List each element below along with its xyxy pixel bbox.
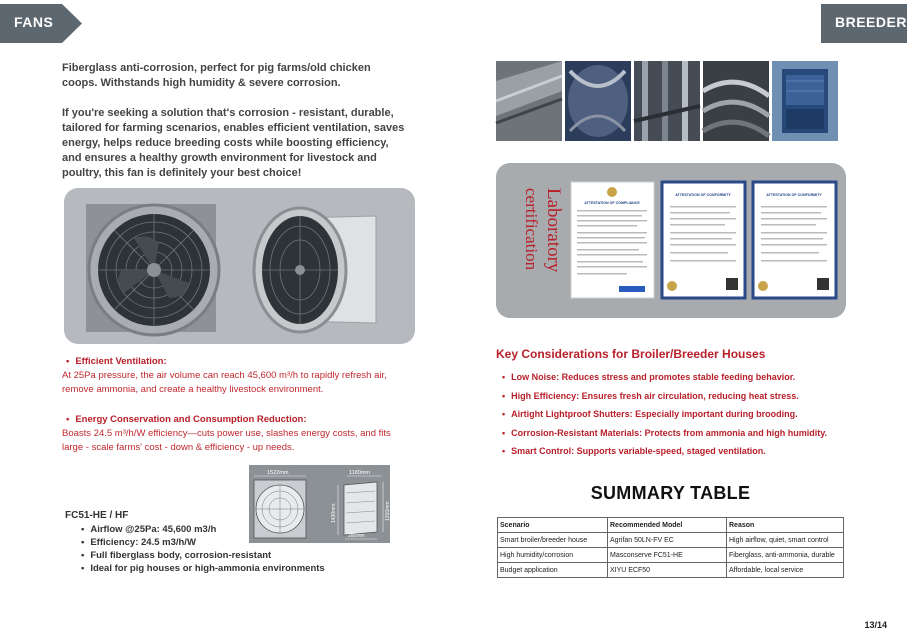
dim-height-a: 1430mm [331,503,337,523]
photo-5 [772,61,838,141]
intro-para-2: If you're seeking a solution that's corrosion - resistant, durable, tailored for farming scenarios, enables efficient ventilation, saves energy, helps reduce breeding costs while boosting efficiency, and ensures a healthy growth environment for livestock and poultry, this fan is definitely your best choice! [62,107,405,179]
table-header: Recommended Model [608,518,727,533]
cert-doc-2-title: ATTESTATION OF CONFORMITY [675,193,731,197]
fan-product-image [64,188,415,344]
feature-text: Boasts 24.5 m³/h/W efficiency—cuts power use, slashes energy costs, and fits large - scale farms' cost - down & efficiency - up needs. [62,428,391,453]
cert-title-line2: certification [522,188,541,271]
photo-1 [496,61,562,141]
consideration-item: • Smart Control: Supports variable-speed, staged ventilation. [502,442,856,461]
feature-text: At 25Pa pressure, the air volume can reach 45,600 m³/h to rapidly refresh air, remove ammonia, and create a healthy livestock environment. [62,370,387,395]
dim-width-a: 1522mm [267,470,289,476]
table-cell: High airflow, quiet, smart control [727,533,844,548]
model-spec-item: • Ideal for pig houses or high-ammonia environments [81,562,325,575]
model-spec-item: • Full fiberglass body, corrosion-resistant [81,549,325,562]
dim-height-b: 1310mm [385,501,391,521]
table-cell: Affordable, local service [727,563,844,578]
photo-4 [703,61,769,141]
model-name: FC51-HE / HF [65,510,129,521]
table-row [498,533,844,548]
page-number: 13/14 [864,620,887,630]
table-row [498,548,844,563]
table-header: Scenario [498,518,608,533]
photo-strip [496,61,841,141]
table-cell: Budget application [498,563,608,578]
table-cell: High humidity/corrosion [498,548,608,563]
table-header-row [498,518,844,533]
dim-width-b: 1180mm [349,470,370,476]
summary-table [497,517,844,578]
consideration-item: • High Efficiency: Ensures fresh air circulation, reducing heat stress. [502,387,856,406]
feature-efficient-ventilation [62,356,412,397]
table-header: Reason [727,518,844,533]
table-cell: XIYU ECF50 [608,563,727,578]
feature-title: • Energy Conservation and Consumption Reduction: [66,414,412,425]
consideration-item: • Low Noise: Reduces stress and promotes stable feeding behavior. [502,368,856,387]
cert-doc-1-title: ATTESTATION OF COMPLIANCE [584,201,640,205]
feature-energy-conservation [62,414,412,455]
table-cell: Fiberglass, anti-ammonia, durable [727,548,844,563]
intro-text [62,61,407,196]
table-cell: Smart broiler/breeder house [498,533,608,548]
certification-title [510,183,564,298]
certificate-doc-2 [662,182,745,298]
key-considerations [496,347,856,461]
table-row [498,563,844,578]
dim-depth: 280mm [348,533,365,539]
fans-tab-label: FANS [14,14,54,30]
photo-3 [634,61,700,141]
table-cell: Agrifan 50LN-FV EC [608,533,727,548]
breeder-tab-label: BREEDER [835,14,907,30]
certificate-doc-1 [571,182,654,298]
table-cell: Masconserve FC51-HE [608,548,727,563]
cert-title-line1: Laboratory [543,188,564,273]
model-spec-item: • Efficiency: 24.5 m3/h/W [81,536,325,549]
model-specs [65,510,325,575]
photo-2 [565,61,631,141]
consideration-item: • Airtight Lightproof Shutters: Especially important during brooding. [502,405,856,424]
fans-tab[interactable] [0,4,82,43]
intro-para-1: Fiberglass anti-corrosion, perfect for pig farms/old chicken coops. Withstands high humidity & severe corrosion. [62,62,371,89]
certificate-doc-3 [753,182,836,298]
cert-doc-3-title: ATTESTATION OF CONFORMITY [766,193,822,197]
model-spec-item: • Airflow @25Pa: 45,600 m3/h [81,523,325,536]
key-considerations-title: Key Considerations for Broiler/Breeder Houses [496,347,766,361]
feature-title: • Efficient Ventilation: [66,356,412,367]
breeder-tab[interactable] [821,4,907,43]
consideration-item: • Corrosion-Resistant Materials: Protects from ammonia and high humidity. [502,424,856,443]
summary-title: SUMMARY TABLE [590,483,751,503]
